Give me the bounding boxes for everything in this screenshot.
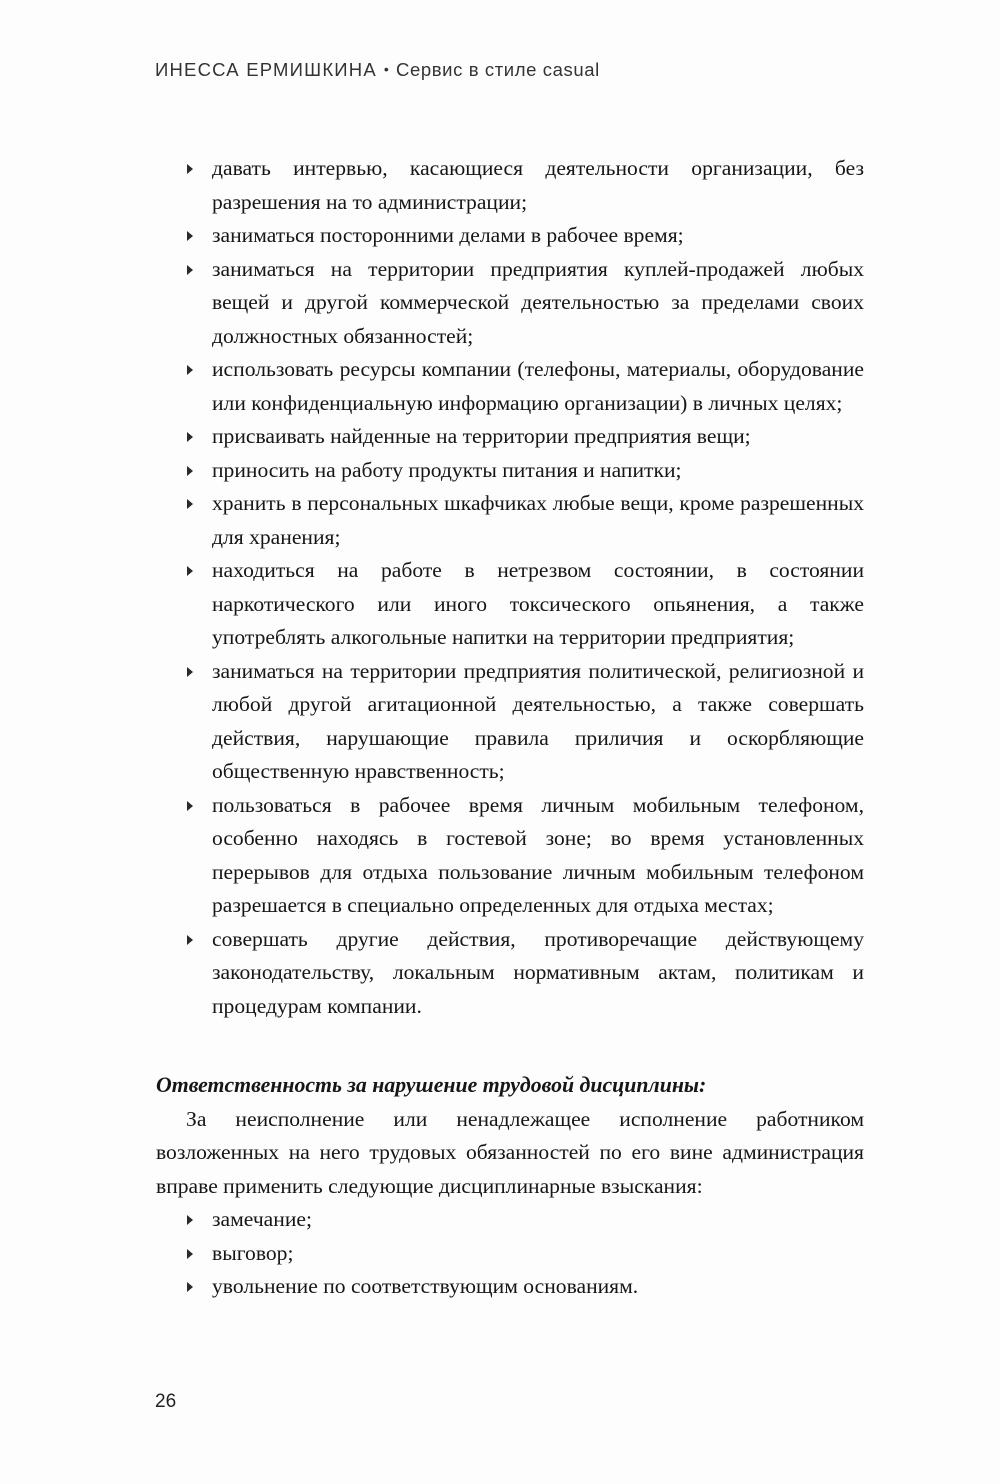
bullet-triangle-icon bbox=[187, 801, 193, 811]
running-head-title: Сервис в стиле casual bbox=[396, 59, 600, 80]
list-item bbox=[156, 1203, 864, 1237]
list-item-text: использовать ресурсы компании (телефоны, материалы, оборудование или конфиденциальную информацию организации) в личных целях; bbox=[212, 357, 864, 415]
bullet-triangle-icon bbox=[187, 1282, 193, 1292]
page-number: 26 bbox=[155, 1391, 177, 1412]
bullet-triangle-icon bbox=[187, 365, 193, 375]
bullet-triangle-icon bbox=[187, 231, 193, 241]
bullet-triangle-icon bbox=[187, 164, 193, 174]
list-item bbox=[156, 923, 864, 1024]
bullet-triangle-icon bbox=[187, 566, 193, 576]
bullet-triangle-icon bbox=[187, 1215, 193, 1225]
bullet-triangle-icon bbox=[187, 265, 193, 275]
list-item-text: хранить в персональных шкафчиках любые вещи, кроме разрешенных для хранения; bbox=[212, 491, 864, 549]
list-item-text: заниматься посторонними делами в рабочее время; bbox=[212, 223, 684, 247]
list-item bbox=[156, 487, 864, 554]
bullet-triangle-icon bbox=[187, 499, 193, 509]
list-item bbox=[156, 655, 864, 789]
list-item bbox=[156, 219, 864, 253]
penalties-list bbox=[156, 1203, 864, 1304]
running-head-author: ИНЕССА ЕРМИШКИНА bbox=[155, 59, 377, 80]
section-heading: Ответственность за нарушение трудовой дисциплины: bbox=[156, 1073, 707, 1097]
list-item bbox=[156, 454, 864, 488]
list-item bbox=[156, 420, 864, 454]
bullet-triangle-icon bbox=[187, 935, 193, 945]
prohibitions-list bbox=[156, 152, 864, 1023]
list-item-text: пользоваться в рабочее время личным мобильным телефоном, особенно находясь в гостевой зоне; во время установленных перерывов для отдыха пользование личным мобильным телефоном разрешается в специально определенных для отдыха местах; bbox=[212, 792, 864, 917]
list-item-text: заниматься на территории предприятия куплей-продажей любых вещей и другой коммерческой деятельностью за пределами своих должностных обязанностей; bbox=[212, 256, 864, 348]
list-item bbox=[156, 152, 864, 219]
body-text bbox=[156, 152, 864, 1304]
list-item bbox=[156, 353, 864, 420]
bullet-triangle-icon bbox=[187, 466, 193, 476]
bullet-triangle-icon bbox=[187, 667, 193, 677]
list-item-text: давать интервью, касающиеся деятельности организации, без разрешения на то администрации; bbox=[212, 156, 864, 214]
list-item-text: находиться на работе в нетрезвом состоянии, в состоянии наркотического или иного токсического опьянения, а также употреблять алкогольные напитки на территории предприятия; bbox=[212, 558, 864, 649]
list-item bbox=[156, 554, 864, 655]
running-head bbox=[155, 59, 600, 81]
section-paragraph: За неисполнение или ненадлежащее исполнение работником возложенных на него трудовых обязанностей по его вине администрация вправе применить следующие дисциплинарные взыскания: bbox=[156, 1106, 864, 1198]
list-item-text: приносить на работу продукты питания и напитки; bbox=[212, 457, 682, 482]
list-item-text: выговор; bbox=[212, 1240, 294, 1265]
running-head-separator: • bbox=[383, 61, 391, 77]
bullet-triangle-icon bbox=[187, 432, 193, 442]
list-item bbox=[156, 1270, 864, 1304]
list-item-text: заниматься на территории предприятия политической, религиозной и любой другой агитационной деятельностью, а также совершать действия, нарушающие правила приличия и оскорбляющие общественную нравственность; bbox=[212, 658, 864, 783]
list-item bbox=[156, 789, 864, 923]
list-item bbox=[156, 1237, 864, 1271]
bullet-triangle-icon bbox=[187, 1249, 193, 1259]
list-item-text: замечание; bbox=[212, 1207, 312, 1231]
list-item-text: увольнение по соответствующим основаниям. bbox=[212, 1274, 639, 1298]
list-item-text: совершать другие действия, противоречащие действующему законодательству, локальным нормативным актам, политикам и процедурам компании. bbox=[212, 926, 864, 1018]
list-item bbox=[156, 253, 864, 354]
list-item-text: присваивать найденные на территории предприятия вещи; bbox=[212, 424, 751, 448]
